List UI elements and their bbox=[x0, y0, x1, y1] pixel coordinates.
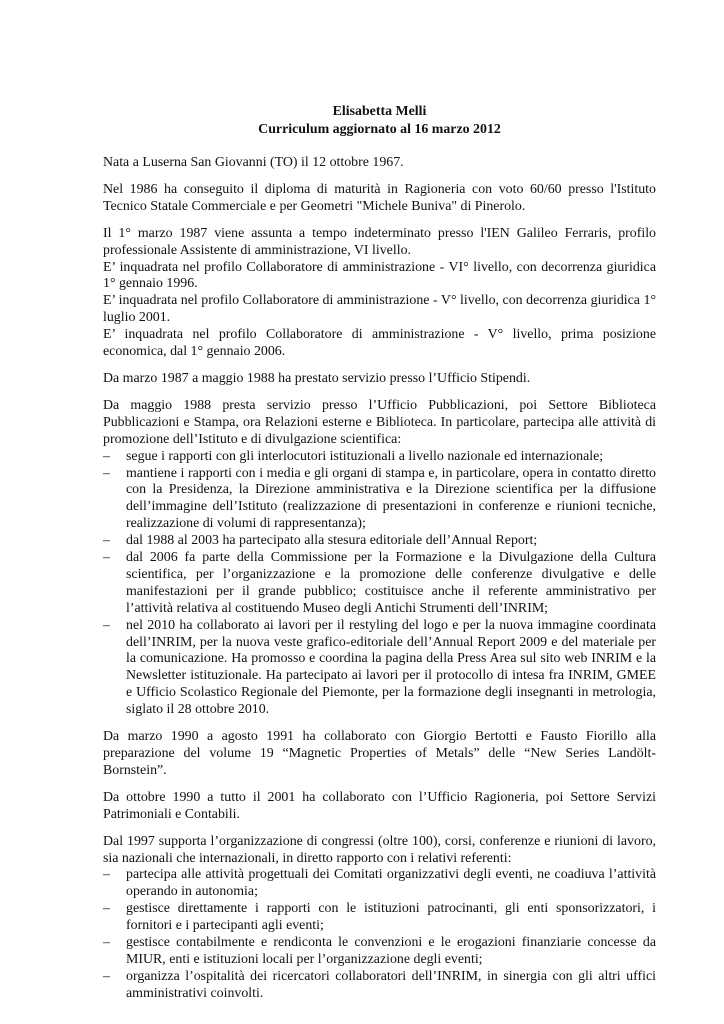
document-body bbox=[103, 103, 656, 1013]
list-item-text: gestisce direttamente i rapporti con le istituzioni patrocinanti, gli enti sponsorizzatori, i fornitori e i partecipanti agli eventi; bbox=[126, 901, 656, 934]
list-item-text: gestisce contabilmente e rendiconta le convenzioni e le erogazioni finanziarie concesse da MIUR, enti e istituzioni locali per l’organizzazione degli eventi; bbox=[126, 935, 656, 967]
career-line: E’ inquadrata nel profilo Collaboratore di amministrazione - V° livello, con decorrenza giuridica 1° luglio 2001. bbox=[103, 293, 656, 326]
paragraph-bertotti: Da marzo 1990 a agosto 1991 ha collaborato con Giorgio Bertotti e Fausto Fiorillo alla preparazione del volume 19 “Magnetic Properties of Metals” delle “New Series Landölt-Bornstein”. bbox=[103, 729, 656, 778]
bullet-dash: – bbox=[103, 617, 110, 633]
congressi-intro: Dal 1997 supporta l’organizzazione di congressi (oltre 100), corsi, conferenze e riunioni di lavoro, sia nazionali che internazionali, in diretto rapporto con i relativi referenti: bbox=[103, 833, 656, 866]
paragraph-birth: Nata a Luserna San Giovanni (TO) il 12 ottobre 1967. bbox=[103, 155, 404, 170]
paragraph-career bbox=[103, 226, 656, 361]
paragraph-congressi bbox=[103, 834, 656, 1003]
list-item bbox=[103, 618, 656, 719]
paragraph-ragioneria: Da ottobre 1990 a tutto il 2001 ha collaborato con l’Ufficio Ragioneria, poi Settore Servizi Patrimoniali e Contabili. bbox=[103, 789, 656, 822]
bullet-dash: – bbox=[103, 550, 110, 566]
list-item-text: partecipa alle attività progettuali dei Comitati organizzativi degli eventi, ne coadiuva l’attività operando in autonomia; bbox=[126, 867, 656, 900]
paragraph-pubblicazioni bbox=[103, 398, 656, 719]
list-item-text: dal 1988 al 2003 ha partecipato alla stesura editoriale dell’Annual Report; bbox=[126, 533, 538, 549]
bullet-dash: – bbox=[103, 533, 110, 549]
bullet-dash: – bbox=[103, 935, 110, 951]
list-item-text: dal 2006 fa parte della Commissione per la Formazione e la Divulgazione della Cultura scientifica, per l’organizzazione e la promozione delle conferenze divulgative e delle manifestazioni per il grande pubblico; costituisce anche il referente amministrativo per l’attività relativa al costituendo Museo degli Antichi Strumenti dell’INRIM; bbox=[126, 550, 656, 616]
career-line: E’ inquadrata nel profilo Collaboratore di amministrazione - VI° livello, con decorrenza giuridica 1° gennaio 1996. bbox=[103, 259, 656, 292]
career-line: Il 1° marzo 1987 viene assunta a tempo indeterminato presso l'IEN Galileo Ferraris, profilo professionale Assistente di amministrazione, VI livello. bbox=[103, 225, 656, 258]
career-line: E’ inquadrata nel profilo Collaboratore di amministrazione - V° livello, prima posizione economica, dal 1° gennaio 2006. bbox=[103, 327, 656, 360]
bullet-dash: – bbox=[103, 901, 110, 917]
bullet-dash: – bbox=[103, 448, 110, 464]
pubblicazioni-intro: Da maggio 1988 presta servizio presso l’Ufficio Pubblicazioni, poi Settore Biblioteca Pubblicazioni e Stampa, ora Relazioni esterne e Biblioteca. In particolare, partecipa alle attività di promozione dell’Istituto e di divulgazione scientifica: bbox=[103, 397, 656, 447]
list-item bbox=[103, 466, 656, 534]
bullet-dash: – bbox=[103, 465, 110, 481]
list-item-text: mantiene i rapporti con i media e gli organi di stampa e, in particolare, opera in contatto diretto con la Presidenza, la Direzione amministrativa e la Direzione scientifica per la diffusione dell’immagine dell’Istituto (realizzazione di presentazioni in conferenze e riunioni tecniche, realizzazione di volumi di rappresentanza); bbox=[126, 465, 656, 532]
congressi-list bbox=[103, 867, 656, 1002]
author-name: Elisabetta Melli bbox=[332, 104, 427, 119]
paragraph-diploma: Nel 1986 ha conseguito il diploma di maturità in Ragioneria con voto 60/60 presso l'Istituto Tecnico Statale Commerciale e per Geometri "Michele Buniva" di Pinerolo. bbox=[103, 181, 656, 214]
list-item bbox=[103, 935, 656, 969]
list-item bbox=[103, 533, 656, 550]
bullet-dash: – bbox=[103, 867, 110, 883]
list-item-text: nel 2010 ha collaborato ai lavori per il restyling del logo e per la nuova immagine coordinata dell’INRIM, per la nuova veste grafico-editoriale dell’Annual Report 2009 e del materiale per la comunicazione. Ha promosso e coordina la pagina della Press Area sul sito web INRIM e la Newsletter istituzionale. Ha partecipato ai lavori per il protocollo di intesa fra INRIM, GMEE e Ufficio Scolastico Regionale del Piemonte, per la formazione degli insegnanti in metrologia, siglato il 28 ottobre 2010. bbox=[126, 617, 656, 718]
list-item bbox=[103, 969, 656, 1003]
paragraph-stipendi: Da marzo 1987 a maggio 1988 ha prestato servizio presso l’Ufficio Stipendi. bbox=[103, 370, 531, 386]
list-item bbox=[103, 550, 656, 618]
list-item bbox=[103, 449, 656, 466]
document-subtitle: Curriculum aggiornato al 16 marzo 2012 bbox=[258, 122, 501, 137]
list-item bbox=[103, 901, 656, 935]
pubblicazioni-list bbox=[103, 449, 656, 720]
bullet-dash: – bbox=[103, 968, 110, 984]
list-item-text: organizza l’ospitalità dei ricercatori collaboratori dell’INRIM, in sinergia con gli altri uffici amministrativi coinvolti. bbox=[126, 968, 656, 1001]
document-header bbox=[103, 103, 656, 139]
list-item bbox=[103, 867, 656, 901]
list-item-text: segue i rapporti con gli interlocutori istituzionali a livello nazionale ed internazionale; bbox=[126, 448, 604, 464]
